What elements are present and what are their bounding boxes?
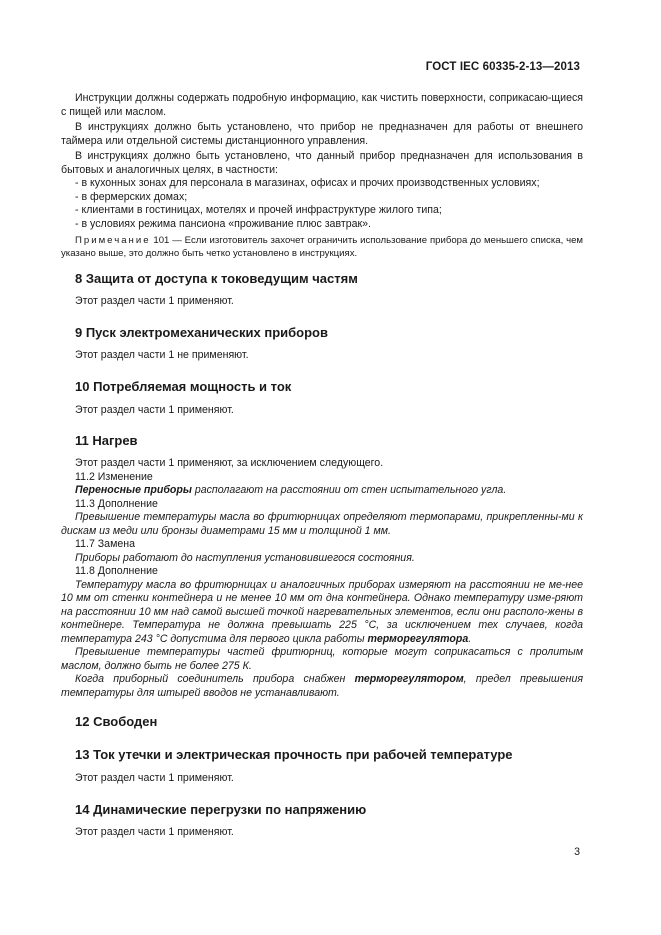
section-11-text: Этот раздел части 1 применяют, за исключением следующего.: [75, 457, 384, 469]
clause-11-7-heading: 11.7 Замена: [75, 538, 135, 550]
section-9-text: Этот раздел части 1 не применяют.: [75, 349, 249, 361]
clause-11-7-text: Приборы работают до наступления установившегося состояния.: [75, 551, 415, 564]
standard-header: ГОСТ IEC 60335-2-13—2013: [425, 61, 580, 73]
section-13-text: Этот раздел части 1 применяют.: [75, 772, 234, 784]
instructions-block: [61, 92, 583, 260]
section-14-text: Этот раздел части 1 применяют.: [75, 826, 234, 838]
note-label: Примечание: [75, 235, 151, 246]
section-10-title: 10 Потребляемая мощность и ток: [75, 379, 292, 394]
clause-11-2-heading: 11.2 Изменение: [75, 470, 153, 483]
thermostat-term: терморегулятором: [354, 673, 464, 685]
section-10-text: Этот раздел части 1 применяют.: [75, 404, 234, 416]
note-text: 101 — Если изготовитель захочет ограничить использование прибора до меньшего списка, чем указано выше, это должно быть четко установлено в инструкциях.: [61, 235, 583, 259]
section-8-title: 8 Защита от доступа к токоведущим частям: [75, 271, 358, 286]
clause-11-8-paragraph-1: Температуру масла во фритюрницах и аналогичных приборах измеряют на расстоянии не ме-нее 10 мм от стенки контейнера и не менее 10 мм от дна контейнера. Однако температуру изме-ряют на расстоянии 10 мм над самой высшей точкой нагревательных элементов, если они располо-жены в контейнере. Температура не должна превышать 225 °С, за исключением тех случаев, когда температура 243 °С допустима для первого цикла работы терморегулятора.: [61, 578, 583, 645]
intro-paragraph-1: Инструкции должны содержать подробную информацию, как чистить поверхности, соприкасаю-щиеся с пищей или маслом.: [61, 92, 583, 118]
section-12-title: 12 Свободен: [75, 714, 158, 729]
intro-paragraph-2: В инструкциях должно быть установлено, что прибор не предназначен для работы от внешнего таймера или отдельной системы дистанционного управления.: [61, 121, 583, 147]
clause-11-3-heading: 11.3 Дополнение: [75, 497, 158, 510]
section-11-body: [61, 457, 583, 700]
section-8-text: Этот раздел части 1 применяют.: [75, 295, 234, 307]
clause-11-2-text: Переносные приборы располагают на расстоянии от стен испытательного угла.: [75, 484, 507, 496]
intro-paragraph-3: В инструкциях должно быть установлено, что данный прибор предназначен для использования в бытовых и аналогичных целях, в частности:: [61, 150, 583, 176]
portable-appliances-term: Переносные приборы: [75, 484, 192, 496]
page-number: 3: [574, 846, 580, 858]
clause-11-8-heading: 11.8 Дополнение: [75, 565, 158, 577]
list-item: - в кухонных зонах для персонала в магазинах, офисах и прочих производственных условиях;: [75, 177, 540, 189]
section-13-title: 13 Ток утечки и электрическая прочность при рабочей температуре: [75, 747, 513, 762]
section-14-title: 14 Динамические перегрузки по напряжению: [75, 802, 367, 817]
list-item: - в условиях режима пансиона «проживание плюс завтрак».: [75, 217, 371, 230]
note-paragraph: [61, 235, 583, 260]
clause-11-8-paragraph-2: Превышение температуры частей фритюрниц, которые могут соприкасаться с пролитым маслом, должно быть не более 275 К.: [61, 646, 583, 672]
section-11-title: 11 Нагрев: [75, 433, 138, 448]
section-9-title: 9 Пуск электромеханических приборов: [75, 325, 328, 340]
clause-11-3-text: Превышение температуры масла во фритюрницах определяют термопарами, прикрепленны-ми к дискам из меди или бронзы диаметрами 15 мм и толщиной 1 мм.: [61, 511, 583, 537]
clause-11-8-paragraph-3: Когда приборный соединитель прибора снабжен терморегулятором, предел превышения температуры для штырей вводов не устанавливают.: [61, 673, 583, 699]
list-item: - клиентами в гостиницах, мотелях и прочей инфраструктуре жилого типа;: [75, 204, 442, 216]
list-item: - в фермерских домах;: [75, 190, 188, 203]
thermostat-term: терморегулятора: [367, 632, 469, 645]
